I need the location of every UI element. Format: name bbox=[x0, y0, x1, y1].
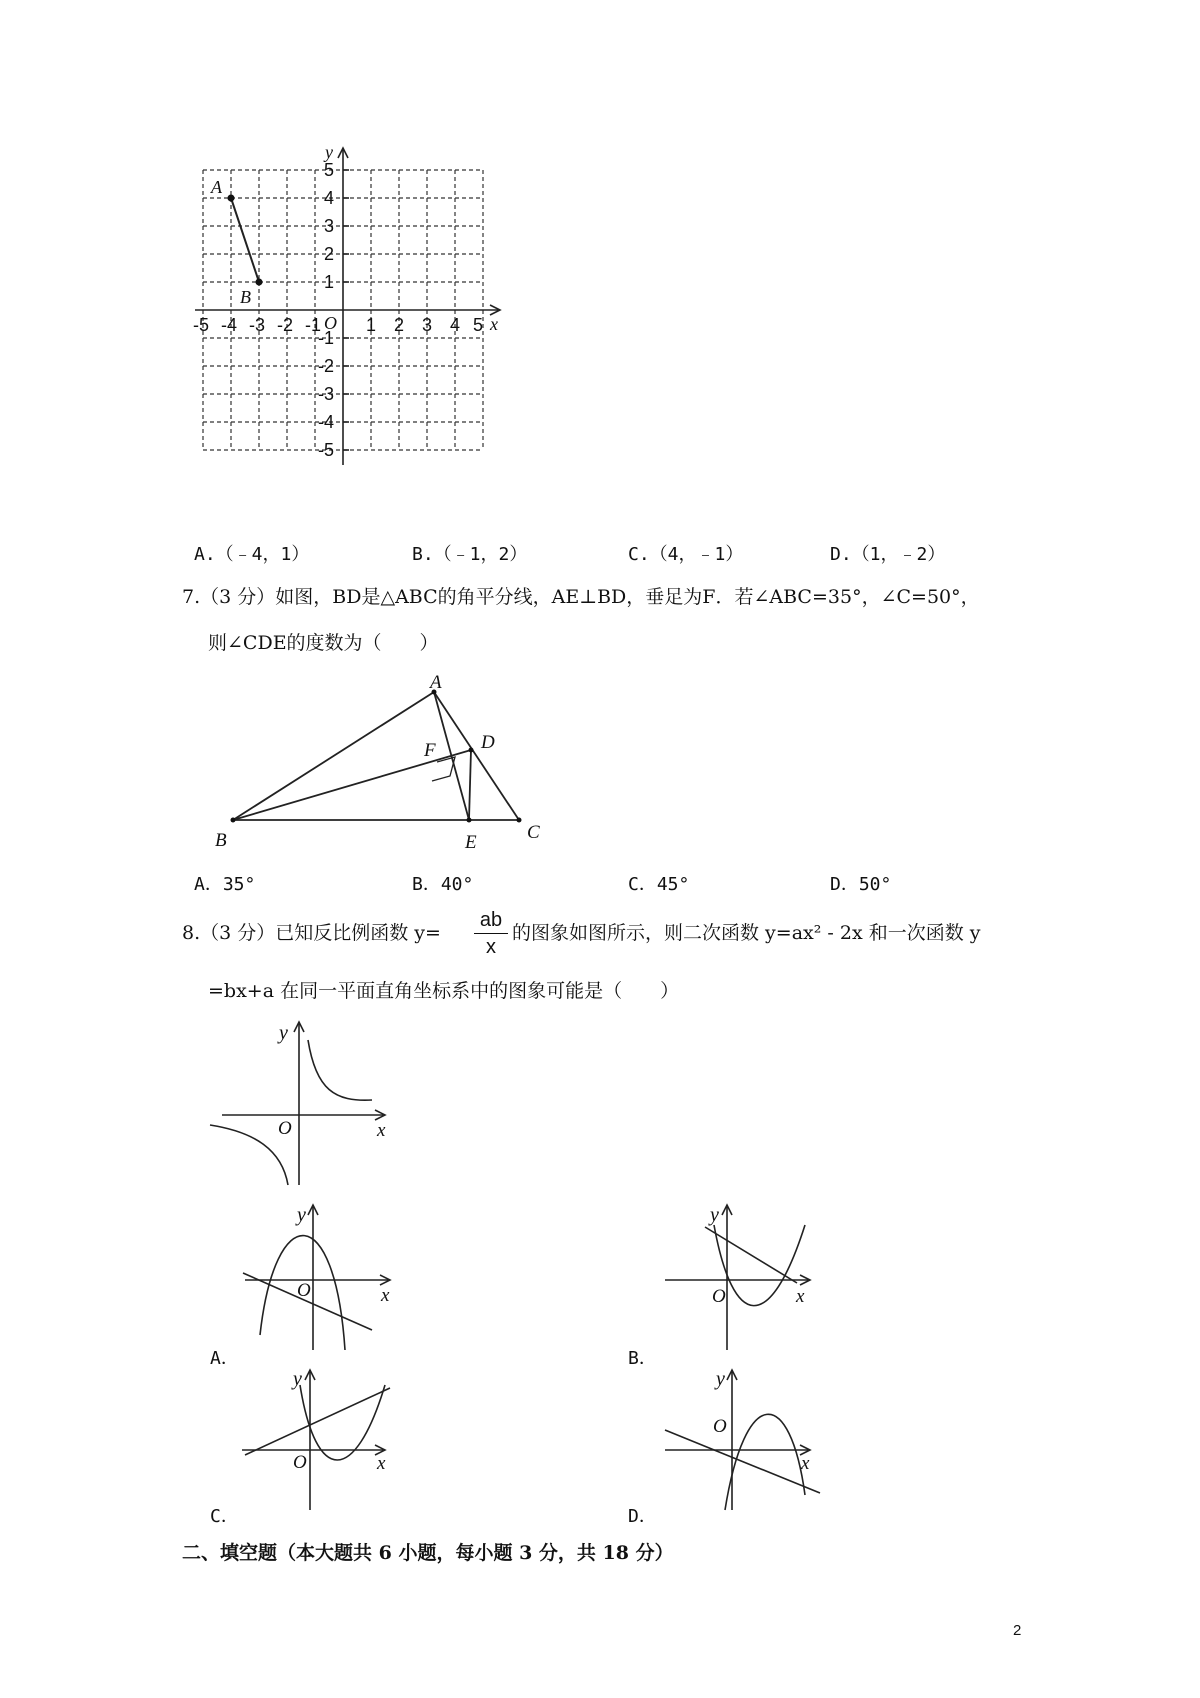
y-tick-label: -2 bbox=[318, 356, 335, 376]
q6-label-x: x bbox=[490, 314, 498, 334]
q8-fraction-numerator: ab bbox=[479, 909, 503, 931]
q7-option-a[interactable]: A．35° bbox=[194, 874, 256, 895]
q7-stem-line2: 则∠CDE的度数为（ ） bbox=[208, 632, 439, 654]
q6-option-a[interactable]: A.（﹣4，1） bbox=[194, 544, 310, 565]
q8-option-b[interactable]: B． bbox=[628, 1348, 657, 1369]
x-tick-label: 1 bbox=[366, 315, 377, 335]
q7-option-d[interactable]: D．50° bbox=[830, 874, 892, 895]
q8-stem-suffix: 的图象如图所示，则二次函数 y=ax² - 2x 和一次函数 y bbox=[512, 922, 981, 944]
q7-option-b[interactable]: B．40° bbox=[412, 874, 474, 895]
y-tick-label: 5 bbox=[324, 160, 335, 180]
x-tick-label: -4 bbox=[221, 315, 238, 335]
q7-label-b: B bbox=[215, 830, 227, 851]
y-tick-label: -5 bbox=[318, 440, 335, 460]
x-tick-label: 5 bbox=[473, 315, 484, 335]
q6-option-c[interactable]: C.（4，﹣1） bbox=[628, 544, 744, 565]
q8-c-x: x bbox=[377, 1453, 386, 1474]
x-tick-label: -1 bbox=[305, 315, 322, 335]
section-heading: 二、填空题（本大题共 6 小题，每小题 3 分，共 18 分） bbox=[182, 1542, 674, 1564]
q8-b-y: y bbox=[710, 1204, 719, 1226]
q8-c-y: y bbox=[293, 1368, 302, 1390]
q8-a-x: x bbox=[381, 1285, 390, 1306]
q7-label-d: D bbox=[481, 732, 495, 753]
y-tick-label: -4 bbox=[318, 412, 335, 432]
x-tick-label: 3 bbox=[422, 315, 433, 335]
q8-a-y: y bbox=[297, 1204, 306, 1226]
q8-b-x: x bbox=[796, 1286, 805, 1307]
x-tick-label: 4 bbox=[450, 315, 461, 335]
y-tick-label: -3 bbox=[318, 384, 335, 404]
q8-graph-y: y bbox=[279, 1022, 288, 1044]
y-tick-label: -1 bbox=[318, 328, 335, 348]
q8-option-c[interactable]: C． bbox=[210, 1506, 239, 1527]
q8-d-x: x bbox=[801, 1453, 810, 1474]
q7-option-c[interactable]: C．45° bbox=[628, 874, 690, 895]
x-tick-label: -2 bbox=[277, 315, 294, 335]
y-tick-label: 3 bbox=[324, 216, 335, 236]
x-tick-label: -5 bbox=[193, 315, 210, 335]
q7-label-a: A bbox=[430, 672, 442, 693]
q6-option-b[interactable]: B.（﹣1，2） bbox=[412, 544, 528, 565]
x-tick-label: -3 bbox=[249, 315, 266, 335]
y-tick-label: 4 bbox=[324, 188, 335, 208]
q8-d-y: y bbox=[716, 1368, 725, 1390]
y-tick-label: 1 bbox=[324, 272, 335, 292]
q7-label-f: F bbox=[424, 740, 436, 761]
q7-label-c: C bbox=[527, 822, 540, 843]
q8-d-o: O bbox=[713, 1416, 727, 1437]
q8-graph-o: O bbox=[278, 1118, 292, 1139]
q6-label-o: O bbox=[324, 313, 337, 333]
q6-label-b: B bbox=[240, 287, 251, 307]
q8-graph-x: x bbox=[377, 1120, 386, 1141]
q7-label-e: E bbox=[465, 832, 477, 853]
q6-label-a: A bbox=[211, 177, 222, 197]
q8-stem-line2: =bx+a 在同一平面直角坐标系中的图象可能是（ ） bbox=[208, 980, 680, 1002]
q6-label-y: y bbox=[325, 142, 333, 162]
q8-stem-prefix: 8.（3 分）已知反比例函数 y= bbox=[182, 922, 441, 944]
y-tick-label: 2 bbox=[324, 244, 335, 264]
q8-b-o: O bbox=[712, 1286, 726, 1307]
page-number: 2 bbox=[1013, 1622, 1022, 1639]
q6-option-d[interactable]: D.（1，﹣2） bbox=[830, 544, 946, 565]
q8-option-d[interactable]: D． bbox=[628, 1506, 657, 1527]
q7-stem-line1: 7.（3 分）如图，BD是△ABC的角平分线，AE⊥BD，垂足为F．若∠ABC=35°，∠C=50°， bbox=[182, 586, 980, 608]
q8-a-o: O bbox=[297, 1280, 311, 1301]
q8-c-o: O bbox=[293, 1452, 307, 1473]
x-tick-label: 2 bbox=[394, 315, 405, 335]
q8-option-a[interactable]: A． bbox=[210, 1348, 239, 1369]
q8-fraction-denominator: x bbox=[486, 936, 496, 958]
